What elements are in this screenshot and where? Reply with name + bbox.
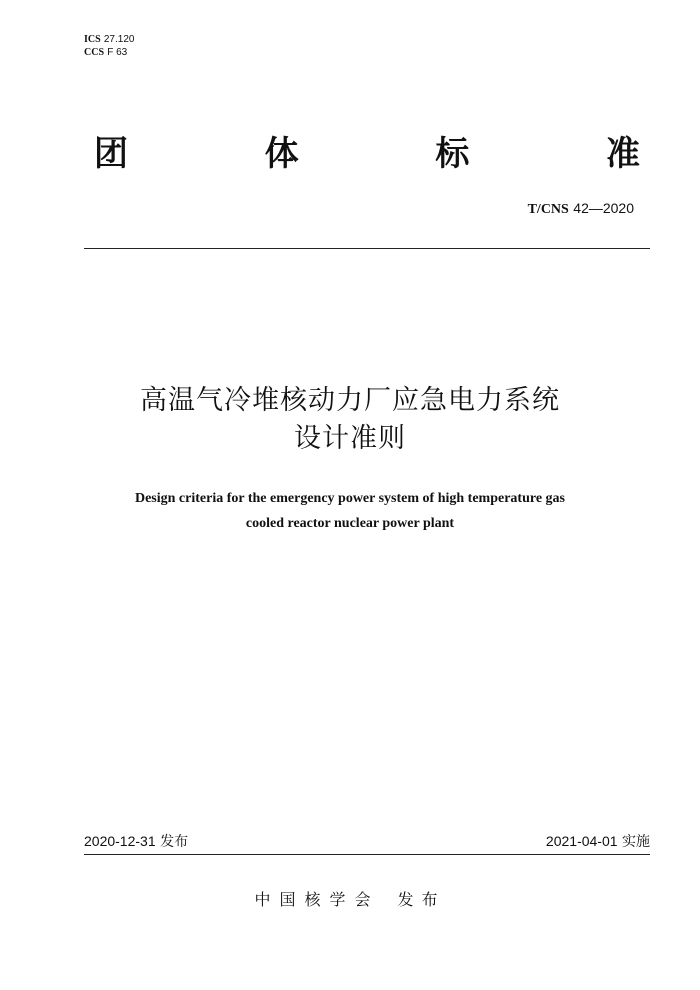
implement-date: 2021-04-01	[545, 833, 618, 849]
implement-date-block	[546, 832, 650, 851]
publisher-organization: 中国核学会	[254, 890, 380, 909]
standard-type-char: 体	[264, 134, 299, 174]
standard-type-char: 准	[605, 134, 640, 174]
standard-type-char: 团	[94, 134, 128, 174]
ccs-label: CCS	[84, 47, 105, 58]
chinese-title-line-1: 高温气冷堆核动力厂应急电力系统	[140, 385, 560, 416]
standard-type-char: 标	[435, 134, 470, 174]
english-title-line-2: cooled reactor nuclear power plant	[245, 516, 455, 531]
ics-code: 27.120	[103, 34, 135, 45]
standard-type-heading	[94, 134, 640, 174]
top-divider	[84, 248, 650, 249]
ics-code-line	[84, 33, 134, 46]
english-title-line-1: Design criteria for the emergency power system of high temperature gas	[134, 491, 565, 506]
ics-label: ICS	[84, 34, 101, 45]
ccs-code: F 63	[107, 47, 128, 58]
ccs-code-line	[84, 46, 134, 59]
bottom-divider	[84, 854, 650, 855]
publish-date-label: 发布	[160, 834, 189, 850]
classification-codes	[84, 33, 134, 59]
publisher-action: 发布	[397, 890, 446, 909]
implement-date-label: 实施	[622, 834, 650, 850]
chinese-title-line-2: 设计准则	[294, 423, 406, 454]
date-row	[84, 832, 650, 851]
publish-date-block	[84, 832, 188, 851]
standard-number-prefix: T/CNS	[527, 202, 569, 217]
standard-number-value: 42—2020	[573, 200, 634, 216]
publish-date: 2020-12-31	[84, 833, 156, 849]
chinese-title	[60, 382, 640, 458]
publisher-line	[0, 890, 700, 910]
english-title	[60, 486, 640, 536]
standard-number	[528, 200, 634, 218]
